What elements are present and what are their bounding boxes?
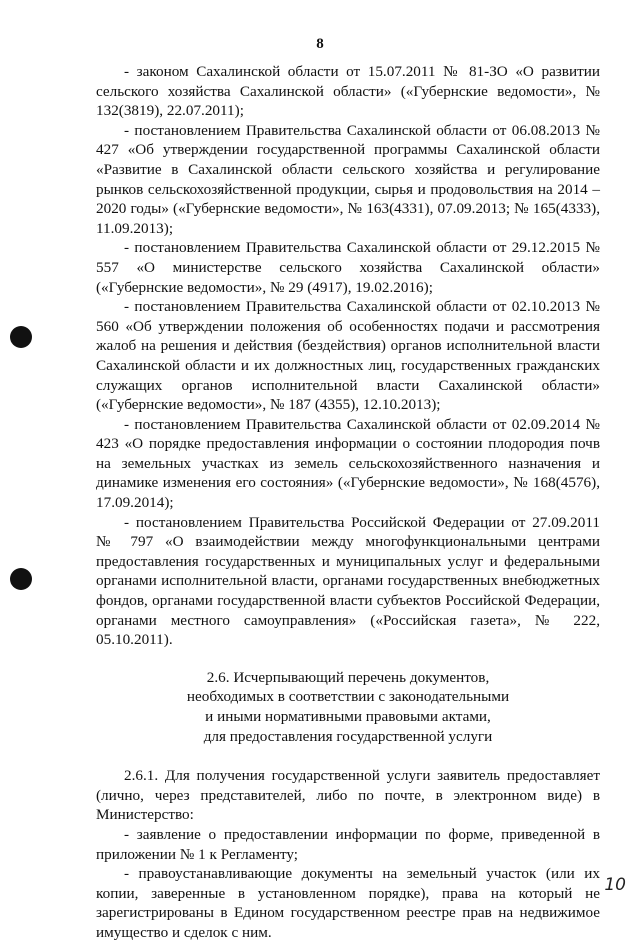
list-item: - законом Сахалинской области от 15.07.2011 № 81-ЗО «О развитии сельского хозяйства Сахалинской области» («Губернские ведомости», № 132(3819), 22.07.2011); (96, 63, 600, 120)
section-heading (96, 668, 600, 746)
document-body (96, 62, 600, 943)
section-heading-line: 2.6. Исчерпывающий перечень документов, (206, 668, 490, 686)
section-heading-line: для предоставления государственной услуги (203, 727, 493, 745)
list-item: - постановлением Правительства Сахалинской области от 02.09.2014 № 423 «О порядке предоставления информации о состоянии плодородия почв на земельных участках из земель сельскохозяйственного назначения и динамике изменения его состояния» («Губернские ведомости», № 168(4576), 17.09.2014); (96, 415, 600, 512)
list-item: - постановлением Правительства Сахалинской области от 06.08.2013 № 427 «Об утверждении государственной программы Сахалинской области «Развитие в Сахалинской области сельского хозяйства и регулирование рынков сельскохозяйственной продукции, сырья и продовольствия на 2014 – 2020 годы» («Губернские ведомости», № 163(4331), 07.09.2013; № 165(4333), 11.09.2013); (96, 121, 600, 237)
list-item: - правоустанавливающие документы на земельный участок (или их копии, заверенные в установленном порядке), права на который не зарегистрированы в Едином государственном реестре прав на недвижимое имущество и сделок с ним. (96, 865, 600, 941)
list-item: - постановлением Правительства Российской Федерации от 27.09.2011 № 797 «О взаимодействии между многофункциональными центрами предоставления государственных и муниципальных услуг и федеральными органами исполнительной власти, органами государственных внебюджетных фондов, органами государственной власти субъектов Российской Федерации, органами местного самоуправления» («Российская газета», № 222, 05.10.2011). (96, 513, 600, 649)
list-item: - постановлением Правительства Сахалинской области от 29.12.2015 № 557 «О министерстве сельского хозяйства Сахалинской области» («Губернские ведомости», № 29 (4917), 19.02.2016); (96, 239, 600, 296)
binder-hole-mark (10, 326, 32, 348)
binder-hole-mark (10, 568, 32, 590)
page-number: 8 (316, 36, 324, 52)
paragraph: 2.6.1. Для получения государственной услуги заявитель предоставляет (лично, через представителей, либо по почте, в электронном виде) в Министерство: (96, 767, 600, 824)
section-heading-line: необходимых в соответствии с законодательными (186, 688, 510, 706)
list-item: - постановлением Правительства Сахалинской области от 02.10.2013 № 560 «Об утверждении положения об особенностях подачи и рассмотрения жалоб на решения и действия (бездействия) органов исполнительной власти Сахалинской области и их должностных лиц, государственных гражданских служащих органов исполнительной власти Сахалинской области» («Губернские ведомости», № 187 (4355), 12.10.2013); (96, 298, 600, 414)
handwritten-page-number: 10 (604, 875, 626, 895)
list-item: - заявление о предоставлении информации по форме, приведенной в приложении № 1 к Регламенту; (96, 825, 600, 863)
section-heading-line: и иными нормативными правовыми актами, (205, 708, 491, 725)
